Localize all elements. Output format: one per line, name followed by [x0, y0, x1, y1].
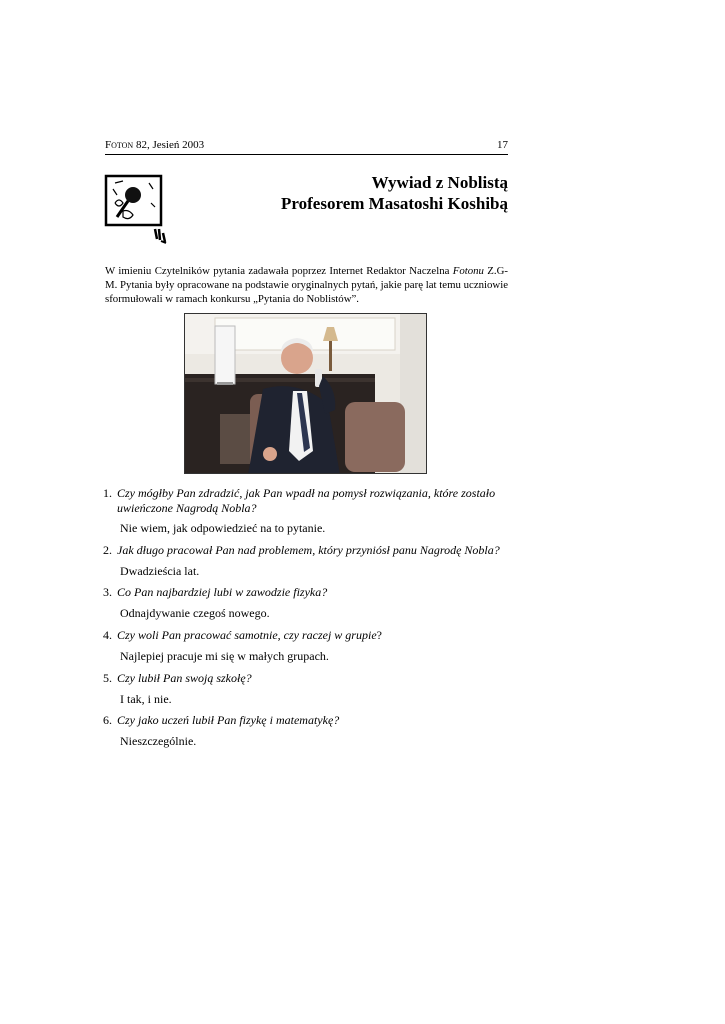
answer: Dwadzieścia lat.	[120, 564, 200, 578]
qa-item-4	[103, 628, 513, 664]
answer: Nie wiem, jak odpowiedzieć na to pytanie.	[120, 521, 326, 535]
question: 6. Czy jako uczeń lubił Pan fizykę i matematykę?	[103, 713, 340, 727]
qa-item-5	[103, 671, 513, 707]
question: 1. Czy mógłby Pan zdradzić, jak Pan wpadł na pomysł rozwiązania, które zostało uwieńczone Nagrodą Nobla?	[103, 486, 496, 515]
question: 4. Czy woli Pan pracować samotnie, czy raczej w grupie?	[103, 628, 382, 642]
microphone-cartoon-icon	[103, 173, 169, 247]
answer: Odnajdywanie czegoś nowego.	[120, 606, 270, 620]
question: 5. Czy lubił Pan swoją szkołę?	[103, 671, 252, 685]
qa-item-2	[103, 543, 513, 579]
question: 2. Jak długo pracował Pan nad problemem, który przyniósł panu Nagrodę Nobla?	[103, 543, 500, 557]
qa-item-6	[103, 713, 513, 749]
intro-paragraph: W imieniu Czytelników pytania zadawała poprzez Internet Redaktor Naczelna Fotonu Z.G-M. Pytania były opracowane na podstawie oryginalnych pytań, jakie parę lat temu uczniowie sformułowali w ramach konkursu „Pytania do Noblistów”.	[105, 265, 508, 305]
koshiba-photo	[184, 313, 427, 474]
article-title: Wywiad z Noblistą Profesorem Masatoshi Koshibą	[281, 173, 508, 213]
answer: Nieszczególnie.	[120, 734, 197, 748]
qa-item-3	[103, 585, 513, 621]
question: 3. Co Pan najbardziej lubi w zawodzie fizyka?	[103, 585, 328, 599]
answer: I tak, i nie.	[120, 692, 172, 706]
qa-item-1	[103, 486, 513, 536]
journal-issue: Foton 82, Jesień 2003	[105, 139, 205, 151]
page-number: 17	[497, 139, 508, 151]
answer: Najlepiej pracuje mi się w małych grupach.	[120, 649, 329, 663]
page-header	[105, 139, 508, 155]
